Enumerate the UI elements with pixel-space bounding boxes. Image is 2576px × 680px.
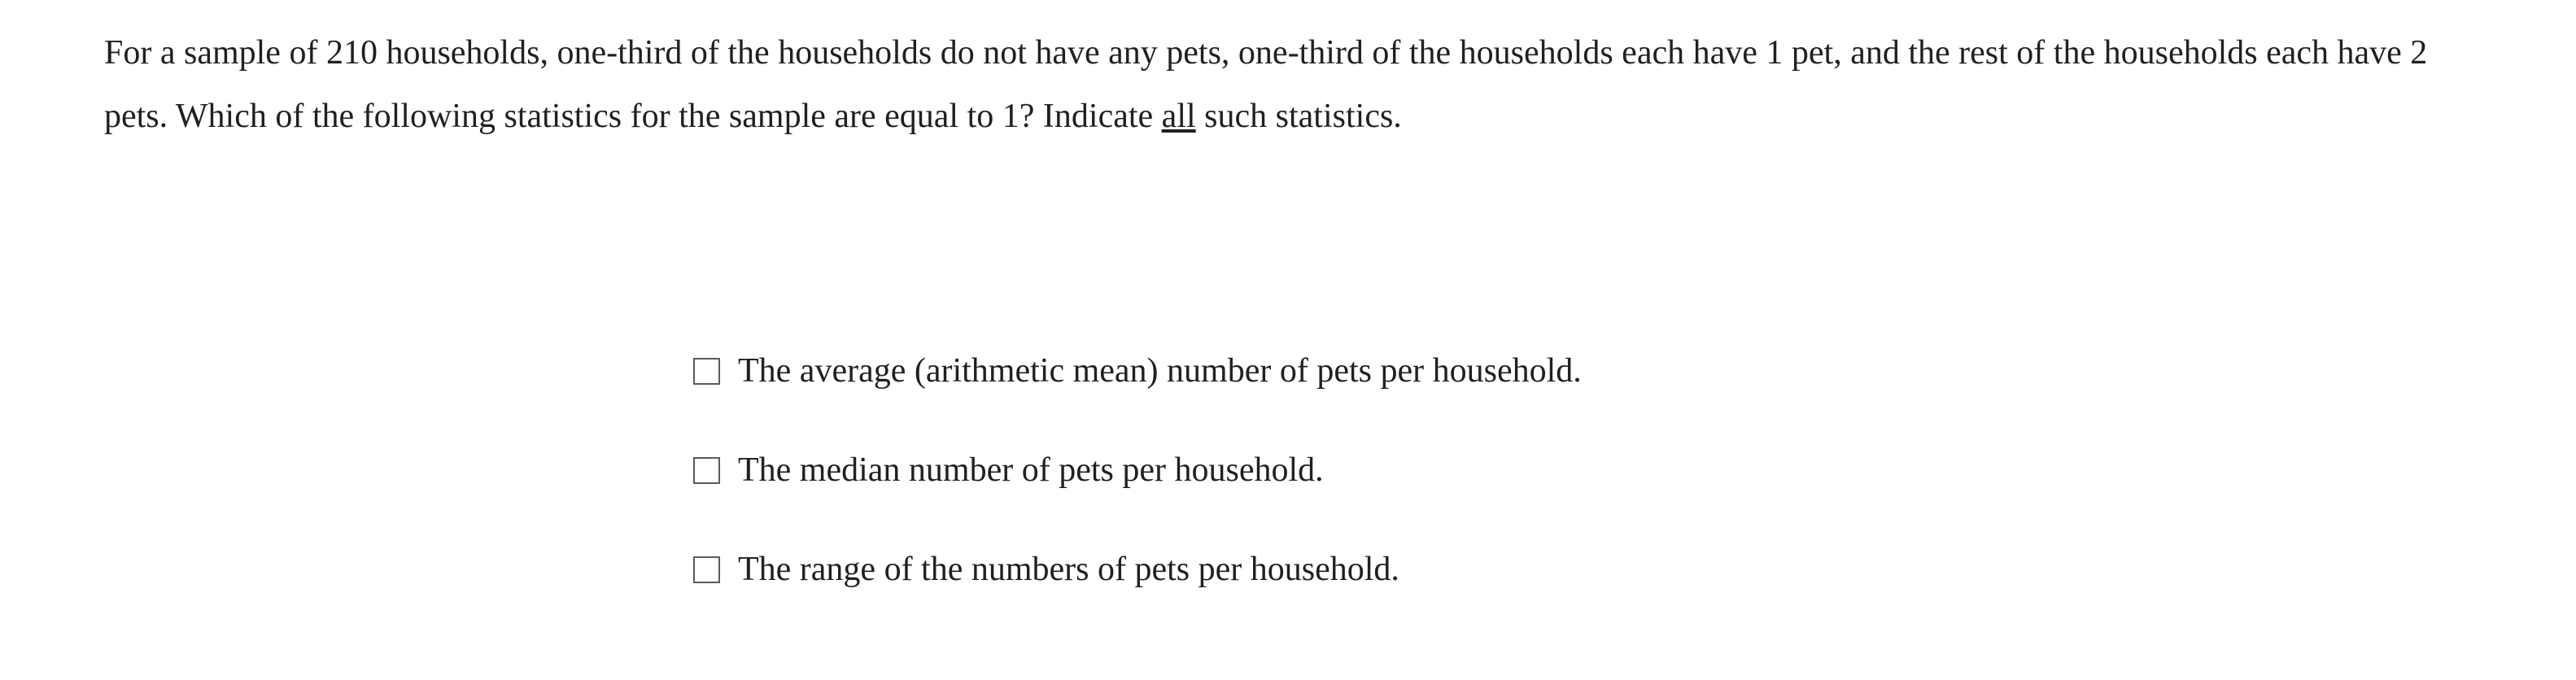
answer-option-1[interactable] <box>693 350 2402 392</box>
question-stem-text-part2: such statistics. <box>1195 98 1402 135</box>
question-stem <box>104 21 2464 148</box>
question-stem-text-part1: For a sample of 210 households, one-third of the households do not have any pets, one-third of the households each have 1 pet, and the rest of the households each have 2 pets. Which of the following statistics for the sample are equal to 1? Indicate <box>104 34 2428 135</box>
answer-option-2[interactable] <box>693 449 2402 491</box>
answer-option-1-label: The average (arithmetic mean) number of pets per household. <box>738 352 1582 390</box>
answer-option-3[interactable] <box>693 548 2402 591</box>
checkbox-option-2[interactable] <box>693 457 720 484</box>
answer-options-list <box>693 350 2402 591</box>
checkbox-option-1[interactable] <box>693 358 720 385</box>
question-stem-emphasis: all <box>1161 98 1196 135</box>
answer-option-2-label: The median number of pets per household. <box>738 451 1324 489</box>
checkbox-option-3[interactable] <box>693 556 720 583</box>
answer-option-3-label: The range of the numbers of pets per household. <box>738 551 1399 588</box>
